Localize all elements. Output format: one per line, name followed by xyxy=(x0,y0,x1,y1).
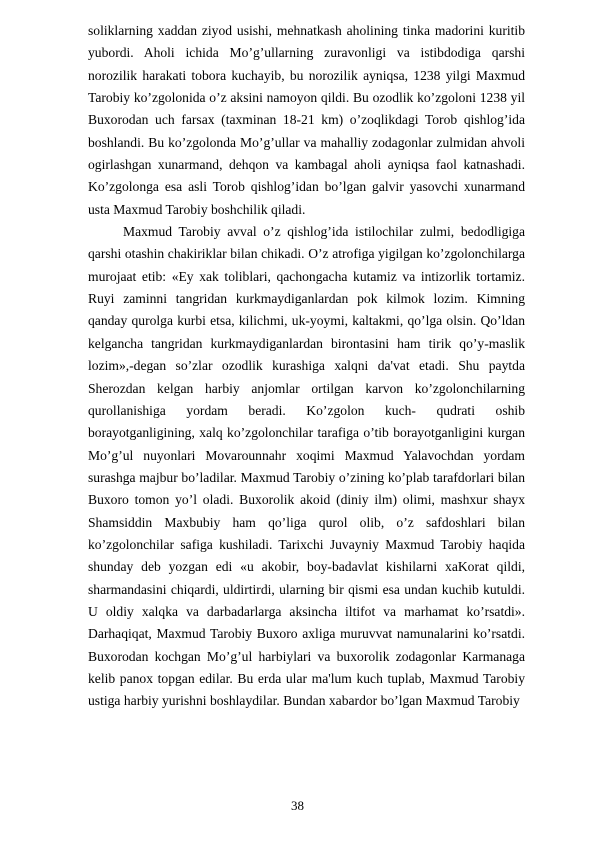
page-number: 38 xyxy=(291,798,304,813)
paragraph-1: soliklarning xaddan ziyod usishi, mehnatkash aholining tinka madorini kuritib yubordi. Aholi ichida Mo’g’ullarning zuravonligi va istibdodiga qarshi norozilik harakati tobora kuchayib, bu norozilik ayniqsa, 1238 yilgi Maxmud Tarobiy ko’zgolonida o’z aksini namoyon qildi. Bu ozodlik ko’zgoloni 1238 yil Buxorodan uch farsax (taxminan 18-21 km) o’zoqlikdagi Torob qishlog’ida boshlandi. Bu ko’zgolonda Mo’g’ullar va mahalliy zodagonlar zulmidan ahvoli ogirlashgan xunarmand, dehqon va kambagal aholi ayniqsa faol katnashadi. Ko’zgolonga esa asli Torob qishlog’idan bo’lgan galvir yasovchi xunarmand usta Maxmud Tarobiy boshchilik qiladi. xyxy=(88,23,525,217)
paragraph-2: Maxmud Tarobiy avval o’z qishlog’ida istilochilar zulmi, bedodligiga qarshi otashin chakiriklar bilan chikadi. O’z atrofiga yigilgan ko’zgolonchilarga murojaat etib: «Ey xak toliblari, qachongacha kutamiz va intizorlik tortamiz. Ruyi zaminni tangridan kurkmaydiganlardan pok kilmok lozim. Kimning qanday qurolga kurbi etsa, kilichmi, uk-yoymi, kaltakmi, qo’lga olsin. Qo’ldan kelgancha tangridan kurkmaydiganlardan birontasini ham tirik qo’y-maslik lozim»,-degan so’zlar ozodlik kurashiga xalqni da'vat etadi. Shu paytda Sherozdan kelgan harbiy anjomlar ortilgan karvon ko’zgolonchilarning qurollanishiga yordam beradi. Ko’zgolon kuch- qudrati oshib borayotganligining, xalq ko’zgolonchilar tarafiga o’tib borayotganligini kurgan Mo’g’ul nuyonlari Movarounnahr xoqimi Maxmud Yalavochdan yordam surashga majbur bo’ladilar. Maxmud Tarobiy o’zining ko’plab tarafdorlari bilan Buxoro tomon yo’l oladi. Buxorolik akoid (diniy ilm) olimi, mashxur shayx Shamsiddin Maxbubiy ham qo’liga qurol olib, o’z safdoshlari bilan ko’zgolonchilar safiga kushiladi. Tarixchi Juvayniy Maxmud Tarobiy haqida shunday deb yozgan edi «u akobir, boy-badavlat kishilarni xaKorat qildi, sharmandasini chiqardi, uldirtirdi, ularning bir qismi esa undan kuchib kutuldi. U oldiy xalqka va darbadarlarga aksincha iltifot va marhamat ko’rsatdi». Darhaqiqat, Maxmud Tarobiy Buxoro axliga muruvvat namunalarini ko’rsatdi. Buxorodan kochgan Mo’g’ul harbiylari va buxorolik zodagonlar Karmanaga kelib panox topgan edilar. Bu erda ular ma'lum kuch tuplab, Maxmud Tarobiy ustiga harbiy yurishni boshlaydilar. Bundan xabardor bo’lgan Maxmud Tarobiy xyxy=(88,224,525,709)
page-body xyxy=(88,20,525,713)
